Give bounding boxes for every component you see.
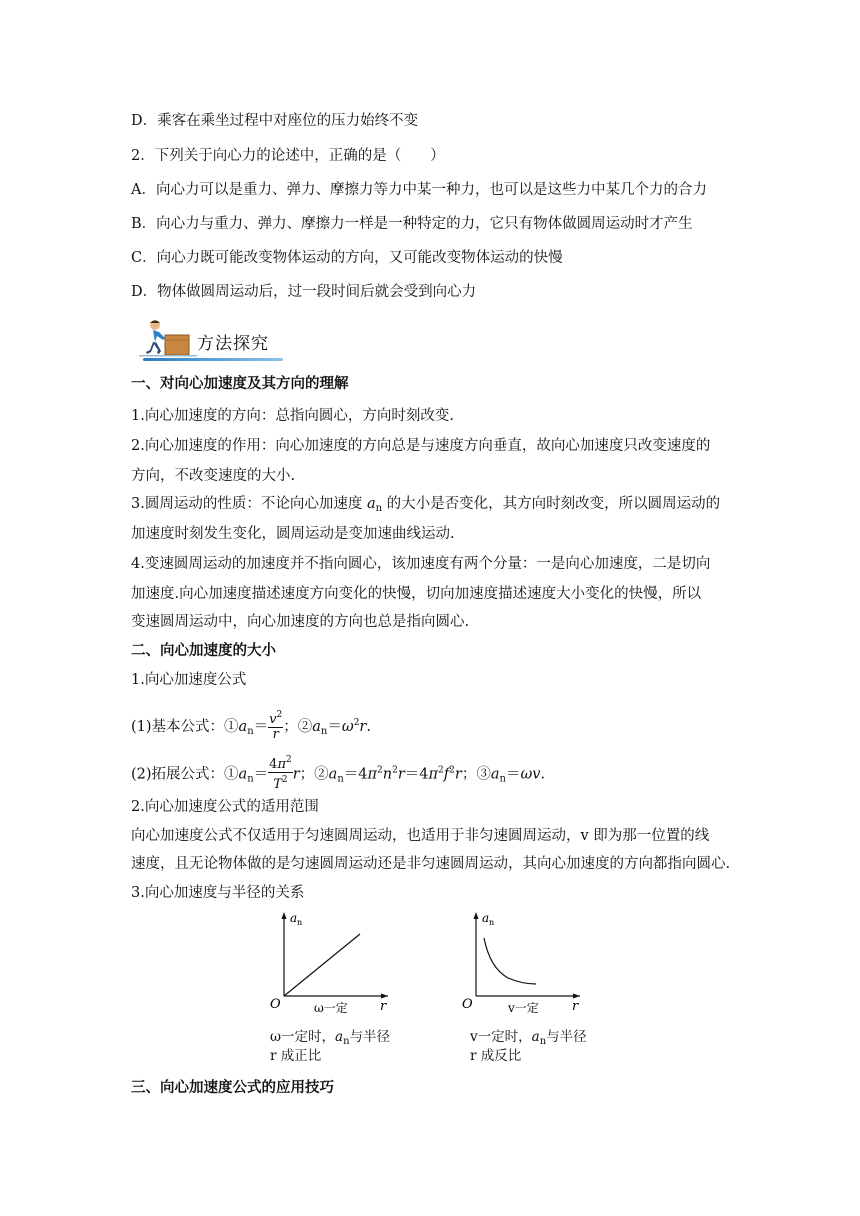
part2-s2: 2.向心加速度公式的适用范围 bbox=[131, 799, 319, 815]
part1-p3-line1: 3.圆周运动的性质：不论向心加速度 $a_n$ 的大小是否变化，其方向时刻改变，所以圆周运动的 bbox=[131, 496, 721, 514]
question1-option-d: D．乘客在乘坐过程中对座位的压力始终不变 bbox=[131, 113, 419, 129]
x-axis-label: r bbox=[572, 999, 579, 1014]
part2-s3: 3.向心加速度与半径的关系 bbox=[131, 885, 305, 901]
question2-stem: 2．下列关于向心力的论述中，正确的是（ ） bbox=[131, 148, 445, 164]
x-axis-arrow bbox=[573, 994, 580, 999]
question2-option-a: A．向心力可以是重力、弹力、摩擦力等力中某一种力，也可以是这些力中某几个力的合力 bbox=[131, 182, 707, 198]
figure-linear-relation bbox=[262, 908, 402, 1024]
y-axis-arrow bbox=[474, 912, 479, 919]
part2-s2-line1: 向心加速度公式不仅适用于匀速圆周运动，也适用于非匀速圆周运动，v 即为那一位置的线 bbox=[131, 828, 710, 844]
boy-pushing-box-icon bbox=[139, 318, 197, 360]
y-axis-label-sub: n bbox=[489, 918, 495, 927]
section-header-underline bbox=[143, 358, 283, 361]
part1-p4-line1: 4.变速圆周运动的加速度并不指向圆心，该加速度有两个分量：一是向心加速度，二是切向 bbox=[131, 556, 711, 572]
y-axis-arrow bbox=[282, 912, 287, 919]
y-axis-label: a bbox=[290, 911, 298, 925]
part1-p2-line1: 2.向心加速度的作用：向心加速度的方向总是与速度方向垂直，故向心加速度只改变速度的 bbox=[131, 438, 711, 454]
part1-p3-line2: 加速度时刻发生变化，圆周运动是变加速曲线运动. bbox=[131, 526, 455, 542]
part1-p4-line2: 加速度.向心加速度描述速度方向变化的快慢，切向加速度描述速度大小变化的快慢，所以 bbox=[131, 586, 702, 602]
figure-right-caption-line2: r 成反比 bbox=[470, 1048, 522, 1064]
origin-label: O bbox=[462, 997, 473, 1012]
x-axis-label: r bbox=[380, 999, 387, 1014]
extended-formula: (2)拓展公式：$①a_n=$ $\frac{4\pi^2}{T^2}$ r；$②a_n=4\pi^2n^2r=4\pi^2f^2r$；$③a_n=\omega v$. bbox=[131, 755, 546, 792]
y-axis-label-sub: n bbox=[297, 918, 303, 927]
condition-label: v一定 bbox=[508, 1001, 539, 1015]
part1-p2-line2: 方向，不改变速度的大小. bbox=[131, 468, 296, 484]
basic-formula: (1)基本公式：$①a_n=$ $\frac{v^2}{r}$ ；$②a_n=\omega^2r$. bbox=[131, 710, 371, 742]
part1-p1: 1.向心加速度的方向：总指向圆心，方向时刻改变. bbox=[131, 408, 454, 424]
inverse-curve bbox=[484, 938, 536, 984]
figure-left-caption-line2: r 成正比 bbox=[270, 1048, 322, 1064]
x-axis-arrow bbox=[381, 994, 388, 999]
section-header-title: 方法探究 bbox=[197, 334, 269, 354]
part3-heading: 三、向心加速度公式的应用技巧 bbox=[131, 1079, 334, 1096]
origin-label: O bbox=[270, 997, 281, 1012]
y-axis-label: a bbox=[482, 911, 490, 925]
question2-option-d: D．物体做圆周运动后，过一段时间后就会受到向心力 bbox=[131, 284, 477, 300]
part1-heading: 一、对向心加速度及其方向的理解 bbox=[131, 375, 349, 392]
figure-inverse-relation bbox=[458, 908, 598, 1024]
linear-line bbox=[284, 934, 360, 996]
part1-p4-line3: 变速圆周运动中，向心加速度的方向也总是指向圆心. bbox=[131, 614, 470, 630]
question2-option-b: B．向心力与重力、弹力、摩擦力一样是一种特定的力，它只有物体做圆周运动时才产生 bbox=[131, 216, 693, 232]
section-header bbox=[139, 318, 289, 364]
part2-s2-line2: 速度，且无论物体做的是匀速圆周运动还是非匀速圆周运动，其向心加速度的方向都指向圆心. bbox=[131, 856, 731, 872]
question2-option-c: C．向心力既可能改变物体运动的方向，又可能改变物体运动的快慢 bbox=[131, 250, 563, 266]
part2-s1: 1.向心加速度公式 bbox=[131, 672, 247, 688]
figure-right-caption-line1: v一定时，$a_n$与半径 bbox=[470, 1029, 587, 1047]
condition-label: ω一定 bbox=[314, 1001, 348, 1015]
part2-heading: 二、向心加速度的大小 bbox=[131, 642, 276, 659]
figure-left-caption-line1: ω一定时，$a_n$与半径 bbox=[270, 1029, 391, 1047]
